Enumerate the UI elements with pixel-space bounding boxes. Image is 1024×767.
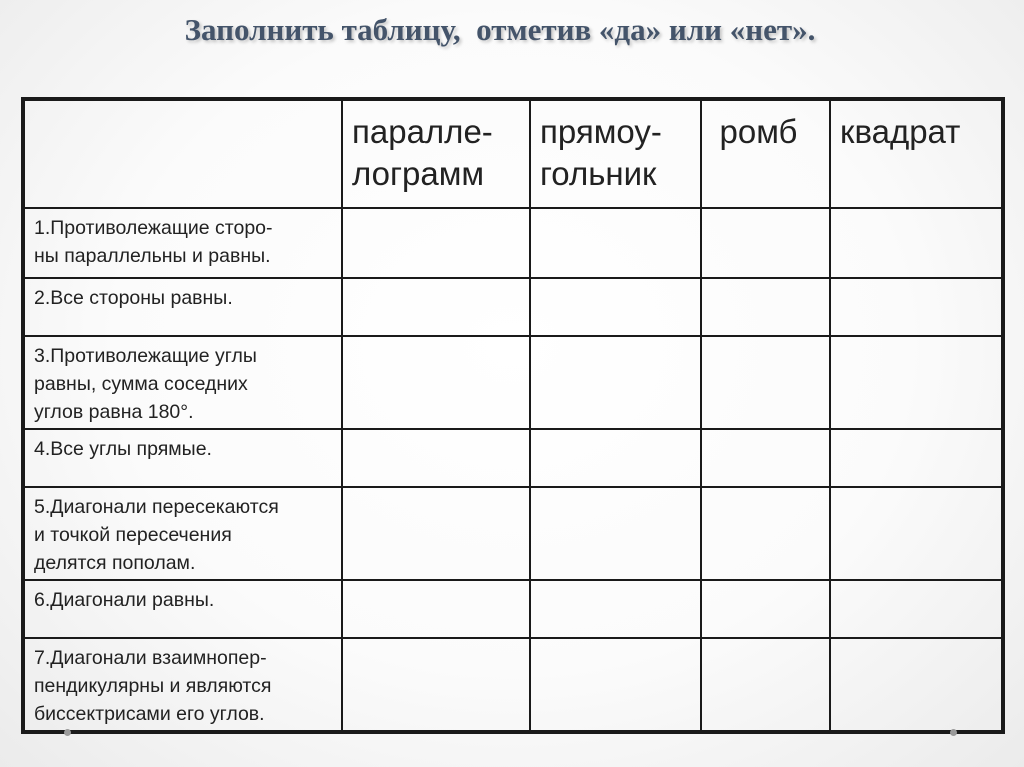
header-empty-cell bbox=[24, 100, 342, 208]
answer-cell-rectangle[interactable] bbox=[530, 487, 701, 580]
answer-cell-rhombus[interactable] bbox=[701, 487, 830, 580]
decorative-dot-left bbox=[64, 729, 71, 736]
decorative-dot-right bbox=[950, 729, 957, 736]
answer-cell-rhombus[interactable] bbox=[701, 278, 830, 336]
answer-cell-rectangle[interactable] bbox=[530, 208, 701, 278]
header-parallelogram: паралле- лограмм bbox=[342, 100, 530, 208]
answer-cell-square[interactable] bbox=[830, 429, 1002, 487]
answer-cell-rectangle[interactable] bbox=[530, 278, 701, 336]
table-header-row bbox=[24, 100, 1002, 208]
property-cell: 1.Противолежащие сторо- ны параллельны и равны. bbox=[24, 208, 342, 278]
property-cell: 2.Все стороны равны. bbox=[24, 278, 342, 336]
property-cell: 5.Диагонали пересекаются и точкой пересечения делятся пополам. bbox=[24, 487, 342, 580]
answer-cell-rhombus[interactable] bbox=[701, 208, 830, 278]
answer-cell-rhombus[interactable] bbox=[701, 638, 830, 731]
table-row bbox=[24, 336, 1002, 429]
answer-cell-square[interactable] bbox=[830, 638, 1002, 731]
table-row bbox=[24, 278, 1002, 336]
properties-table bbox=[23, 99, 1003, 732]
answer-cell-rectangle[interactable] bbox=[530, 580, 701, 638]
answer-cell-square[interactable] bbox=[830, 278, 1002, 336]
table-row bbox=[24, 638, 1002, 731]
table-row bbox=[24, 208, 1002, 278]
answer-cell-rectangle[interactable] bbox=[530, 336, 701, 429]
table-row bbox=[24, 580, 1002, 638]
answer-cell-square[interactable] bbox=[830, 208, 1002, 278]
answer-cell-parallelogram[interactable] bbox=[342, 208, 530, 278]
answer-cell-square[interactable] bbox=[830, 580, 1002, 638]
table-row bbox=[24, 487, 1002, 580]
answer-cell-parallelogram[interactable] bbox=[342, 278, 530, 336]
header-rhombus: ромб bbox=[701, 100, 830, 208]
answer-cell-square[interactable] bbox=[830, 336, 1002, 429]
header-square: квадрат bbox=[830, 100, 1002, 208]
answer-cell-rhombus[interactable] bbox=[701, 429, 830, 487]
answer-cell-rhombus[interactable] bbox=[701, 580, 830, 638]
property-cell: 4.Все углы прямые. bbox=[24, 429, 342, 487]
properties-table-container bbox=[23, 99, 1003, 732]
property-cell: 7.Диагонали взаимнопер- пендикулярны и являются биссектрисами его углов. bbox=[24, 638, 342, 731]
answer-cell-parallelogram[interactable] bbox=[342, 429, 530, 487]
table-row bbox=[24, 429, 1002, 487]
header-rectangle: прямоу- гольник bbox=[530, 100, 701, 208]
answer-cell-parallelogram[interactable] bbox=[342, 336, 530, 429]
answer-cell-square[interactable] bbox=[830, 487, 1002, 580]
property-cell: 6.Диагонали равны. bbox=[24, 580, 342, 638]
answer-cell-rectangle[interactable] bbox=[530, 638, 701, 731]
answer-cell-parallelogram[interactable] bbox=[342, 580, 530, 638]
slide-title: Заполнить таблицу, отметив «да» или «нет». bbox=[184, 12, 816, 47]
answer-cell-rhombus[interactable] bbox=[701, 336, 830, 429]
answer-cell-parallelogram[interactable] bbox=[342, 487, 530, 580]
answer-cell-parallelogram[interactable] bbox=[342, 638, 530, 731]
property-cell: 3.Противолежащие углы равны, сумма соседних углов равна 180°. bbox=[24, 336, 342, 429]
answer-cell-rectangle[interactable] bbox=[530, 429, 701, 487]
